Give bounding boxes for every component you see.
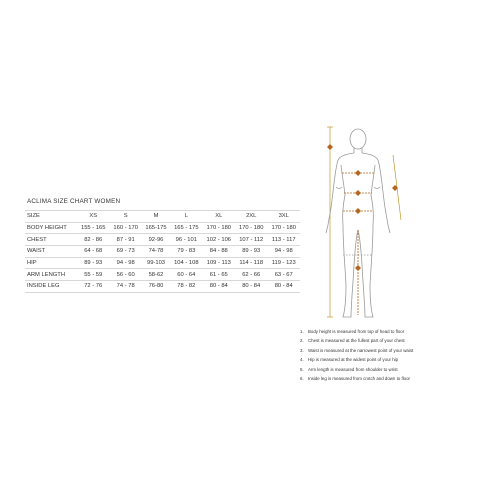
note-item: [300, 336, 480, 345]
table-header-row: [25, 211, 300, 223]
table-cell: 155 - 165: [77, 222, 109, 234]
table-cell: 63 - 67: [267, 269, 300, 281]
table-cell: 60 - 64: [170, 269, 202, 281]
size-header-label: SIZE: [25, 211, 77, 223]
note-number: 4.: [300, 357, 304, 363]
table-cell: 165-175: [142, 222, 170, 234]
table-row: [25, 246, 300, 258]
table-cell: 170 - 180: [203, 222, 235, 234]
table-cell: 113 - 117: [267, 234, 300, 246]
table-cell: 80 - 84: [267, 281, 300, 293]
note-item: [300, 327, 480, 336]
size-header-cell: 2XL: [235, 211, 267, 223]
table-cell: 104 - 108: [170, 257, 202, 269]
row-label: CHEST: [25, 234, 77, 246]
table-cell: 96 - 101: [170, 234, 202, 246]
size-chart: [25, 198, 300, 293]
chest-diamond-icon: [355, 170, 361, 176]
table-row: [25, 269, 300, 281]
height-diamond-icon: [327, 144, 333, 150]
table-cell: 69 - 73: [109, 246, 141, 258]
inside-leg-diamond-icon: [355, 265, 361, 271]
height-measure-line: [327, 127, 333, 317]
table-cell: 89 - 93: [77, 257, 109, 269]
table-cell: 94 - 98: [109, 257, 141, 269]
note-text: Arm length is measured from shoulder to wrist: [308, 366, 398, 372]
note-number: 3.: [300, 347, 304, 353]
table-cell: 89 - 93: [235, 246, 267, 258]
waist-diamond-icon: [355, 190, 361, 196]
table-cell: 99-103: [142, 257, 170, 269]
table-cell: 119 - 123: [267, 257, 300, 269]
size-header-cell: S: [109, 211, 141, 223]
row-label: ARM LENGTH: [25, 269, 77, 281]
note-item: [300, 365, 480, 374]
table-cell: 79 - 83: [170, 246, 202, 258]
table-cell: 165 - 175: [170, 222, 202, 234]
table-cell: 80 - 84: [203, 281, 235, 293]
size-header-cell: L: [170, 211, 202, 223]
table-row: [25, 281, 300, 293]
note-text: Hip is measured at the widest point of your hip: [308, 357, 399, 363]
size-header-cell: XS: [77, 211, 109, 223]
table-row: [25, 234, 300, 246]
table-row: [25, 257, 300, 269]
table-cell: 160 - 170: [109, 222, 141, 234]
note-item: [300, 355, 480, 364]
table-cell: 74-78: [142, 246, 170, 258]
table-cell: 78 - 82: [170, 281, 202, 293]
table-cell: 92-96: [142, 234, 170, 246]
table-cell: 64 - 68: [77, 246, 109, 258]
note-number: 6.: [300, 375, 304, 381]
measurement-notes: [300, 327, 480, 383]
table-cell: 55 - 59: [77, 269, 109, 281]
body-figure-illustration: [298, 115, 418, 325]
note-text: Body height is measured from top of head to floor: [308, 329, 405, 334]
table-cell: 107 - 112: [235, 234, 267, 246]
table-cell: 76-80: [142, 281, 170, 293]
note-number: 1.: [300, 329, 304, 334]
table-cell: 84 - 88: [203, 246, 235, 258]
table-cell: 56 - 60: [109, 269, 141, 281]
size-chart-title: ACLIMA SIZE CHART WOMEN: [27, 198, 121, 205]
hip-diamond-icon: [355, 208, 361, 214]
size-header-cell: XL: [203, 211, 235, 223]
note-text: Waist is measured at the narrowest point of your waist: [308, 347, 414, 353]
table-cell: 102 - 106: [203, 234, 235, 246]
table-cell: 72 - 76: [77, 281, 109, 293]
measurement-diamonds: [327, 144, 398, 271]
row-label: INSIDE LEG: [25, 281, 77, 293]
table-cell: 87 - 91: [109, 234, 141, 246]
note-number: 2.: [300, 338, 304, 344]
table-cell: 80 - 84: [235, 281, 267, 293]
table-cell: 58-62: [142, 269, 170, 281]
body-measurement-figure: [298, 115, 418, 325]
table-cell: 94 - 98: [267, 246, 300, 258]
table-cell: 61 - 65: [203, 269, 235, 281]
table-cell: 109 - 113: [203, 257, 235, 269]
note-item: [300, 346, 480, 355]
note-item: [300, 374, 480, 383]
size-header-cell: 3XL: [267, 211, 300, 223]
row-label: BODY HEIGHT: [25, 222, 77, 234]
table-cell: 114 - 118: [235, 257, 267, 269]
note-number: 5.: [300, 366, 304, 372]
note-text: Chest is measured at the fullest part of your chest: [308, 338, 405, 344]
size-table: [25, 210, 300, 293]
table-cell: 82 - 86: [77, 234, 109, 246]
table-row: [25, 222, 300, 234]
table-cell: 170 - 180: [235, 222, 267, 234]
table-cell: 74 - 78: [109, 281, 141, 293]
table-cell: 62 - 66: [235, 269, 267, 281]
row-label: WAIST: [25, 246, 77, 258]
size-header-cell: M: [142, 211, 170, 223]
row-label: HIP: [25, 257, 77, 269]
note-text: Inside leg is measured from crotch and down to floor: [308, 375, 411, 381]
table-cell: 170 - 180: [267, 222, 300, 234]
